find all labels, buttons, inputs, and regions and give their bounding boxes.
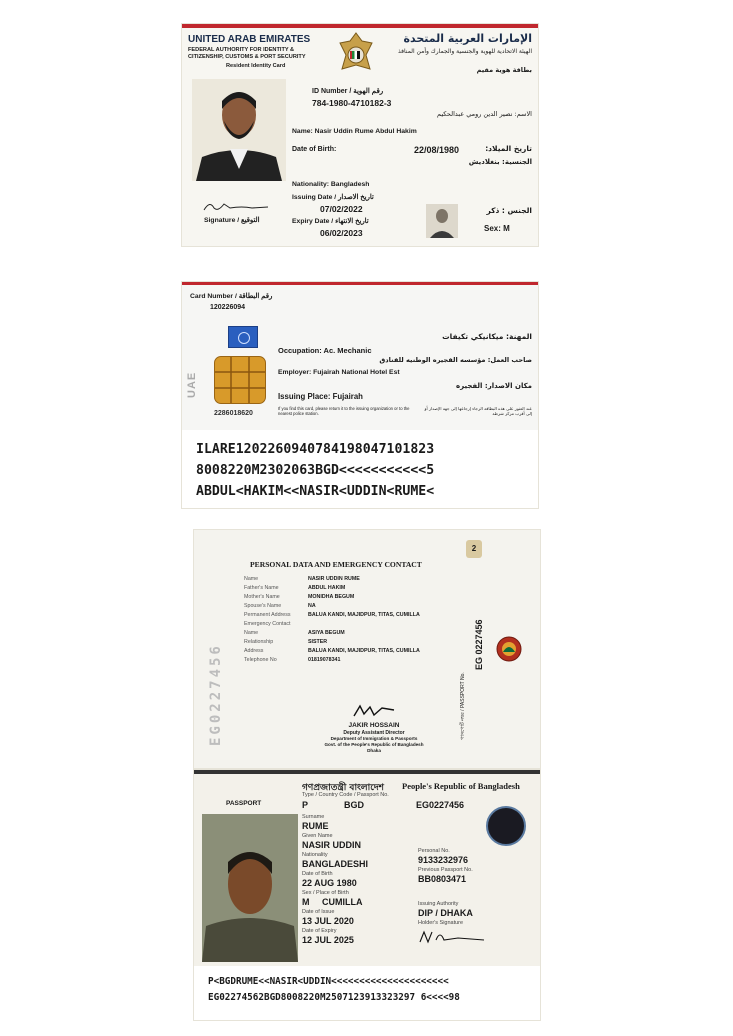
- nationality-arabic: الجنسية: بنغلاديش: [468, 158, 532, 166]
- field-row: [244, 576, 454, 585]
- smart-chip-icon: [214, 356, 266, 404]
- card-number: 120226094: [210, 304, 246, 311]
- employer: Employer: Fujairah National Hotel Est: [278, 369, 400, 376]
- sex: M: [302, 897, 310, 907]
- field-value: ASIYA BEGUM: [308, 630, 345, 636]
- vertical-number-text: EG 0227456: [474, 619, 484, 670]
- dob-label: Date of Birth: [302, 871, 333, 877]
- field-row: [244, 639, 454, 648]
- id-number-label: ID Number / رقم الهوية: [312, 88, 384, 95]
- field-value: NA: [308, 603, 316, 609]
- mrz-line-1: ILARE1202260940784198047101823: [196, 442, 435, 457]
- officer-dept: Department of Immigration & Passports: [330, 736, 418, 741]
- prev-passport: BB0803471: [418, 874, 467, 884]
- hologram-seal-icon: [486, 806, 526, 846]
- person-portrait-icon: [202, 814, 298, 962]
- dob-label: Date of Birth:: [292, 146, 337, 153]
- page-number: 2: [471, 544, 477, 553]
- document-label: PASSPORT: [226, 800, 262, 807]
- occupation-arabic: المهنة: ميكانيكي تكيفات: [442, 332, 532, 341]
- page-number-badge: [466, 540, 482, 558]
- field-value: 01819078341: [308, 657, 341, 663]
- field-label: Father's Name: [244, 585, 279, 591]
- vertical-label-text: পাসপোর্ট নম্বর / PASSPORT No.: [460, 672, 466, 740]
- uae-vertical-text: [184, 368, 202, 398]
- field-value: SISTER: [308, 639, 328, 645]
- arabic-country: الإمارات العربية المتحدة: [403, 32, 532, 45]
- passport-mrz-zone: [194, 966, 540, 1020]
- authority-line-1: FEDERAL AUTHORITY FOR IDENTITY &: [188, 47, 295, 53]
- field-label: Name: [244, 630, 259, 636]
- field-row: [244, 594, 454, 603]
- employer-arabic: صاحب العمل: مؤسسه الفجيره الوطنيه للفنادق: [379, 356, 532, 364]
- holder-signature-icon: [418, 928, 488, 946]
- nationality-label: Nationality: [302, 852, 328, 858]
- holder-photo: [192, 79, 286, 181]
- expiry-label: Date of Expiry: [302, 928, 337, 934]
- passport-mrz-line-2: EG02274562BGD8008220M2507123913323297 6<<<<98: [208, 992, 460, 1003]
- officer-title: Deputy Assistant Director: [343, 730, 405, 736]
- issue-date: 13 JUL 2020: [302, 916, 354, 926]
- mrz-zone: [182, 430, 538, 508]
- field-row: [244, 585, 454, 594]
- uae-eagle-emblem-icon: [336, 29, 376, 79]
- nationality: BANGLADESHI: [302, 859, 369, 869]
- personal-no-label: Personal No.: [418, 848, 450, 854]
- arabic-name: الاسم: نصير الدين رومي عبدالحكيم: [437, 110, 532, 118]
- field-label: Emergency Contact: [244, 621, 291, 627]
- type-value: P: [302, 800, 309, 810]
- perforation-number: [208, 626, 228, 746]
- holder-signature-label: Holder's Signature: [418, 920, 464, 926]
- holder-name: Name: Nasir Uddin Rume Abdul Hakim: [292, 128, 417, 135]
- field-row: [244, 657, 454, 666]
- issuing-date: 07/02/2022: [320, 204, 363, 214]
- sex-value: Sex: M: [484, 224, 510, 233]
- vertical-passport-number: [460, 600, 498, 740]
- id-number: 784-1980-4710182-3: [312, 98, 392, 108]
- surname-label: Surname: [302, 814, 325, 820]
- issuing-date-label: Issuing Date / تاريخ الاصدار: [292, 194, 374, 201]
- officer-city: Dhaka: [367, 748, 381, 753]
- occupation: Occupation: Ac. Mechanic: [278, 346, 372, 355]
- expiry-date: 12 JUL 2025: [302, 935, 354, 945]
- expiry-date-label: Expiry Date / تاريخ الانتهاء: [292, 218, 369, 225]
- ghost-photo: [426, 204, 458, 238]
- field-value: BALUA KANDI, MAJIDPUR, TITAS, CUMILLA: [308, 612, 420, 618]
- uae-side-label: UAE: [186, 371, 198, 398]
- field-label: Relationship: [244, 639, 274, 645]
- field-value: NASIR UDDIN RUME: [308, 576, 360, 582]
- officer-block: [304, 722, 444, 754]
- arabic-authority: الهيئة الاتحادية للهوية والجنسية والجمارك وأمن المنافذ: [398, 48, 532, 55]
- ghost-portrait-icon: [426, 204, 458, 238]
- header-bengali: গণপ্রজাতন্ত্রী বাংলাদেশ: [302, 783, 384, 793]
- dob-arabic: تاريخ الميلاد:: [485, 144, 532, 153]
- field-row: [244, 630, 454, 639]
- authority: DIP / DHAKA: [418, 908, 473, 918]
- authority-label: Issuing Authority: [418, 901, 459, 907]
- field-value: MONIDHA BEGUM: [308, 594, 355, 600]
- flag-hologram-icon: [228, 326, 258, 348]
- top-accent-bar: [182, 24, 538, 28]
- country-code: BGD: [344, 800, 364, 810]
- prev-passport-label: Previous Passport No.: [418, 867, 473, 873]
- officer-signature-icon: [352, 704, 396, 718]
- field-value: BALUA KANDI, MAJIDPUR, TITAS, CUMILLA: [308, 648, 420, 654]
- officer-name: JAKIR HOSSAIN: [348, 722, 400, 729]
- dob-value: 22/08/1980: [414, 145, 460, 155]
- place-of-birth: CUMILLA: [322, 897, 363, 907]
- field-row: [244, 621, 454, 630]
- field-value: ABDUL HAKIM: [308, 585, 346, 591]
- field-label: Mother's Name: [244, 594, 280, 600]
- holder-signature-icon: [202, 198, 272, 214]
- section-title: PERSONAL DATA AND EMERGENCY CONTACT: [250, 560, 422, 569]
- field-row: [244, 603, 454, 612]
- nationality: Nationality: Bangladesh: [292, 181, 370, 188]
- dob: 22 AUG 1980: [302, 878, 357, 888]
- given-name-label: Given Name: [302, 833, 333, 839]
- field-row: [244, 648, 454, 657]
- sex-label: Sex / Place of Birth: [302, 890, 349, 896]
- personal-no: 9133232976: [418, 855, 469, 865]
- type-label: Type / Country Code / Passport No.: [302, 792, 389, 798]
- field-label: Permanent Address: [244, 612, 291, 618]
- country-name: UNITED ARAB EMIRATES: [188, 34, 311, 45]
- authority-line-2: CITIZENSHIP, CUSTOMS & PORT SECURITY: [188, 54, 306, 60]
- passport-bio-page: [194, 770, 540, 1020]
- sex-arabic: الجنس : ذكر: [486, 206, 532, 215]
- issuing-place: Issuing Place: Fujairah: [278, 392, 363, 401]
- signature-label: Signature / التوقيع: [204, 217, 260, 224]
- given-name: NASIR UDDIN: [302, 840, 362, 850]
- field-row: [244, 612, 454, 621]
- found-notice-arabic: عند العثور على هذه البطاقة الرجاء إرجاعها إلى جهة الإصدار أو إلى أقرب مركز شرطة: [424, 406, 532, 416]
- bio-top-border: [194, 770, 540, 774]
- id-card-back: [182, 282, 538, 508]
- perforation-text: EG0227456: [208, 643, 224, 746]
- header-english: People's Republic of Bangladesh: [402, 781, 520, 791]
- mrz-line-3: ABDUL<HAKIM<<NASIR<UDDIN<RUME<: [196, 484, 435, 499]
- issuing-place-arabic: مكان الاصدار: الفجيره: [456, 382, 532, 390]
- field-label: Telephone No: [244, 657, 277, 663]
- passport-data-page: [194, 530, 540, 768]
- personal-fields: [244, 576, 454, 666]
- expiry-date: 06/02/2023: [320, 228, 363, 238]
- top-accent-bar: [182, 282, 538, 285]
- surname: RUME: [302, 821, 329, 831]
- field-label: Address: [244, 648, 264, 654]
- chip-number: 2286018620: [214, 410, 253, 417]
- person-portrait-icon: [192, 79, 286, 181]
- arabic-card-type: بطاقة هوية مقيم: [476, 66, 532, 74]
- passport-photo: [202, 814, 298, 962]
- field-label: Name: [244, 576, 259, 582]
- card-number-label: Card Number / رقم البطاقة: [190, 293, 273, 300]
- officer-gov: Govt. of the People's Republic of Bangladesh: [324, 742, 424, 747]
- mrz-line-2: 8008220M2302063BGD<<<<<<<<<<<5: [196, 463, 435, 478]
- passport-mrz-line-1: P<BGDRUME<<NASIR<UDDIN<<<<<<<<<<<<<<<<<<<<<: [208, 976, 449, 987]
- bangladesh-seal-icon: [496, 636, 522, 662]
- card-type: Resident Identity Card: [226, 63, 286, 69]
- issue-label: Date of Issue: [302, 909, 335, 915]
- id-card-front: [182, 24, 538, 246]
- found-notice: If you find this card, please return it to the issuing organization or to the nearest police station.: [278, 406, 410, 416]
- field-label: Spouse's Name: [244, 603, 282, 609]
- passport-number: EG0227456: [416, 800, 465, 810]
